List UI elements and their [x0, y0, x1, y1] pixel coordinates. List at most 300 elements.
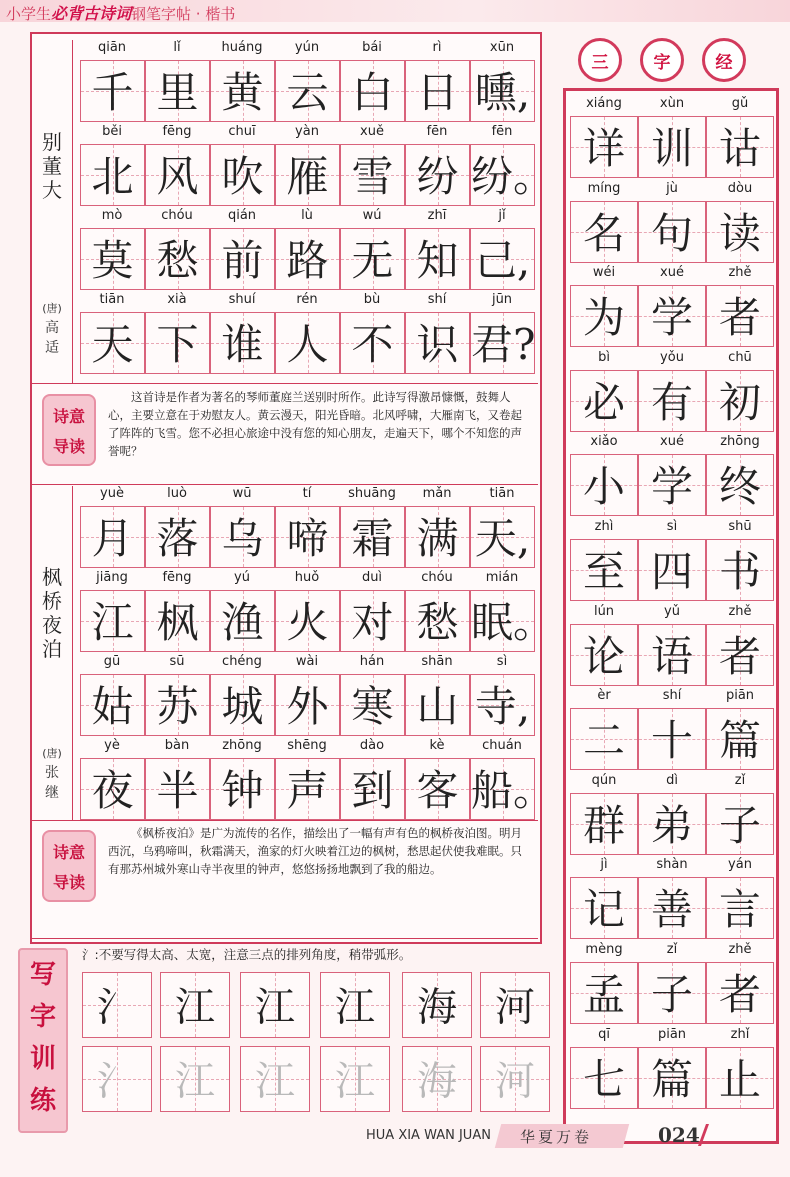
character: 者	[718, 631, 761, 681]
lantern-title	[702, 38, 746, 82]
character: 子	[650, 969, 693, 1019]
pinyin: xué	[660, 434, 684, 450]
char-cell	[210, 674, 275, 736]
pinyin: zhōng	[720, 434, 760, 450]
practice-character: 氵	[97, 984, 137, 1031]
character: 终	[718, 462, 761, 512]
pinyin: yuè	[100, 486, 124, 501]
char-cell	[340, 144, 405, 206]
pinyin: mò	[101, 208, 123, 223]
char-cell	[340, 60, 405, 122]
char-cell	[570, 1047, 638, 1109]
character: 七	[582, 1054, 625, 1104]
pinyin: sì	[496, 654, 508, 669]
char-cell	[570, 962, 638, 1024]
author-char: (唐)	[42, 302, 62, 315]
pinyin: huáng	[221, 40, 263, 55]
pinyin: zhī	[427, 208, 447, 223]
pinyin: xùn	[659, 96, 685, 111]
character: 天,	[474, 513, 531, 563]
pinyin: rén	[296, 292, 318, 307]
trace-character: 江	[255, 1058, 295, 1105]
pinyin: qiān	[97, 40, 127, 55]
char-cell	[405, 506, 470, 568]
character: 己,	[474, 235, 531, 285]
character: 乌	[221, 513, 264, 563]
char-cell	[570, 116, 638, 178]
practice-cell	[160, 972, 230, 1038]
pinyin: shí	[427, 292, 447, 307]
char-cell	[470, 312, 535, 374]
pinyin: shuāng	[348, 486, 396, 501]
character: 火	[286, 597, 329, 647]
pinyin: chóu	[161, 208, 193, 223]
divider	[32, 820, 538, 821]
lantern-char: 经	[715, 53, 733, 73]
reading-guide-badge	[42, 830, 96, 902]
character: 读	[718, 208, 761, 258]
char-cell	[706, 370, 774, 432]
character: 满	[416, 513, 459, 563]
trace-character: 海	[417, 1058, 457, 1105]
character: 北	[91, 151, 134, 201]
char-cell	[405, 312, 470, 374]
pinyin: xià	[167, 292, 187, 307]
pinyin: rì	[432, 40, 442, 55]
character: 子	[718, 800, 761, 850]
pinyin: zhǐ	[730, 1026, 750, 1042]
character: 雪	[351, 151, 394, 201]
character: 霜	[351, 513, 394, 563]
pinyin: qún	[591, 772, 617, 788]
char-cell	[210, 144, 275, 206]
pinyin: piān	[725, 688, 755, 704]
lantern-title	[578, 38, 622, 82]
char-cell	[638, 285, 706, 347]
char-cell	[706, 1047, 774, 1109]
trace-character: 氵	[97, 1058, 137, 1105]
character: 眠。	[471, 597, 556, 647]
divider	[32, 383, 538, 384]
char-cell	[80, 590, 145, 652]
character: 啼	[286, 513, 329, 563]
char-cell	[145, 144, 210, 206]
pinyin: piān	[657, 1026, 687, 1042]
character: 到	[351, 765, 394, 815]
character: 句	[650, 208, 693, 258]
pinyin: běi	[102, 124, 122, 139]
pinyin: tí	[302, 486, 312, 501]
character: 落	[156, 513, 199, 563]
char-cell	[210, 758, 275, 820]
char-cell	[706, 285, 774, 347]
character: 初	[718, 377, 761, 427]
character: 莫	[91, 235, 134, 285]
char-cell	[275, 228, 340, 290]
character: 四	[650, 546, 693, 596]
character: 详	[582, 123, 625, 173]
character: 人	[286, 319, 329, 369]
author-char: 高	[45, 320, 59, 336]
pinyin: jù	[666, 180, 678, 196]
trace-character: 江	[175, 1058, 215, 1105]
poem-title-char: 董	[42, 154, 62, 178]
character: 至	[582, 546, 625, 596]
page-number: 024	[658, 1123, 700, 1147]
pinyin: mèng	[585, 942, 623, 957]
author-char: 张	[45, 765, 59, 781]
practice-label: 写 字 训 练	[18, 948, 68, 1133]
character: 路	[286, 235, 329, 285]
char-cell	[706, 877, 774, 939]
character: 善	[650, 885, 693, 935]
character: 不	[351, 319, 394, 369]
character: 十	[650, 715, 693, 765]
char-cell	[570, 370, 638, 432]
page-footer	[340, 1122, 790, 1152]
character: 名	[582, 208, 625, 258]
character: 曛,	[474, 67, 531, 117]
badge-line: 导读	[52, 873, 85, 892]
character: 寒	[351, 681, 394, 731]
practice-cell	[402, 972, 472, 1038]
char-cell	[405, 60, 470, 122]
pinyin: yàn	[295, 124, 319, 139]
char-cell	[340, 312, 405, 374]
practice-cell	[240, 972, 310, 1038]
pinyin: chū	[728, 349, 752, 365]
char-cell	[340, 506, 405, 568]
character: 谁	[221, 319, 264, 369]
character: 学	[650, 462, 693, 512]
pinyin: wéi	[592, 265, 616, 281]
character: 对	[351, 597, 394, 647]
divider	[72, 40, 73, 383]
pinyin: xūn	[489, 40, 515, 55]
pinyin: huǒ	[294, 570, 320, 585]
lantern-char: 三	[591, 53, 609, 73]
char-cell	[275, 506, 340, 568]
char-cell	[706, 116, 774, 178]
pinyin: yǔ	[664, 603, 680, 619]
character: 船。	[471, 765, 556, 815]
char-cell	[638, 201, 706, 263]
brand-english: HUA XIA WAN JUAN	[366, 1128, 491, 1143]
character: 客	[416, 765, 459, 815]
character: 识	[416, 319, 459, 369]
pinyin: zhě	[728, 942, 752, 957]
pinyin: kè	[429, 738, 445, 753]
character: 山	[416, 681, 459, 731]
pinyin: xiáng	[586, 96, 622, 111]
badge-line: 诗意	[52, 407, 85, 426]
char-cell	[570, 624, 638, 686]
author-char: 继	[45, 785, 59, 801]
char-cell	[706, 454, 774, 516]
char-cell	[275, 312, 340, 374]
char-cell	[570, 285, 638, 347]
poem-note: 《枫桥夜泊》是广为流传的名作，描绘出了一幅有声有色的枫桥夜泊图。明月西沉，乌鸦啼叫，秋霜满天，渔家的灯火映着江边的枫树，愁思起伏使我难眠。只有那苏州城外寒山寺半夜里的钟声，悠悠扬扬地飘到了我的船边。	[108, 826, 522, 876]
character: 诂	[718, 123, 761, 173]
character: 半	[156, 765, 199, 815]
author-char: 适	[45, 340, 59, 356]
pinyin: zǐ	[734, 772, 746, 788]
character: 月	[91, 513, 134, 563]
pinyin: shēng	[287, 738, 327, 753]
pinyin: wú	[362, 208, 382, 223]
char-cell	[638, 708, 706, 770]
char-cell	[340, 674, 405, 736]
pinyin: chuī	[228, 124, 256, 139]
char-cell	[405, 590, 470, 652]
character: 二	[582, 715, 625, 765]
poem-title-char: 夜	[42, 613, 62, 637]
pinyin: zhě	[728, 603, 752, 619]
pinyin: xué	[660, 265, 684, 281]
practice-character: 江	[255, 984, 295, 1031]
pinyin: sū	[169, 654, 185, 669]
char-cell	[570, 539, 638, 601]
char-cell	[145, 60, 210, 122]
practice-cell	[320, 972, 390, 1038]
pinyin: dào	[359, 738, 385, 753]
character: 有	[650, 377, 693, 427]
char-cell	[706, 201, 774, 263]
pinyin: shí	[662, 688, 682, 704]
pinyin: fēn	[491, 124, 513, 139]
char-cell	[470, 228, 535, 290]
char-cell	[570, 454, 638, 516]
char-cell	[706, 962, 774, 1024]
character: 天	[91, 319, 134, 369]
char-cell	[80, 674, 145, 736]
pinyin: dì	[666, 772, 678, 788]
pinyin: zhì	[594, 519, 614, 534]
char-cell	[638, 454, 706, 516]
char-cell	[80, 228, 145, 290]
char-cell	[570, 201, 638, 263]
pinyin: sì	[666, 519, 678, 534]
char-cell	[210, 506, 275, 568]
character: 孟	[582, 969, 625, 1019]
char-cell	[145, 674, 210, 736]
practice-cell	[82, 972, 152, 1038]
pinyin: gǔ	[731, 96, 749, 111]
char-cell	[405, 144, 470, 206]
reading-guide-badge	[42, 394, 96, 466]
character: 记	[582, 885, 625, 935]
practice-character: 江	[335, 984, 375, 1031]
pinyin: míng	[587, 180, 621, 196]
pinyin: hán	[359, 654, 385, 669]
char-cell	[706, 624, 774, 686]
char-cell	[80, 506, 145, 568]
char-cell	[275, 144, 340, 206]
char-cell	[638, 877, 706, 939]
pinyin: shān	[421, 654, 453, 669]
character: 知	[416, 235, 459, 285]
pinyin: jūn	[491, 292, 513, 307]
char-cell	[275, 590, 340, 652]
lantern-char: 字	[653, 53, 671, 73]
practice-trace-cell	[82, 1046, 152, 1112]
poem-title-char: 泊	[42, 637, 62, 661]
pinyin: mián	[485, 570, 519, 585]
character: 愁	[156, 235, 199, 285]
pinyin: xiǎo	[590, 434, 618, 450]
character: 小	[582, 462, 625, 512]
pinyin: lǐ	[173, 40, 181, 55]
practice-trace-cell	[240, 1046, 310, 1112]
pinyin: dòu	[727, 180, 753, 196]
character: 必	[582, 377, 625, 427]
character: 篇	[650, 1054, 693, 1104]
char-cell	[638, 624, 706, 686]
character: 君?	[471, 319, 536, 369]
character: 语	[650, 631, 693, 681]
char-cell	[340, 590, 405, 652]
pinyin: lù	[301, 208, 313, 223]
char-cell	[470, 144, 556, 206]
char-cell	[470, 60, 535, 122]
badge-line: 诗意	[52, 843, 85, 862]
character: 姑	[91, 681, 134, 731]
char-cell	[80, 144, 145, 206]
character: 弟	[650, 800, 693, 850]
pinyin: zǐ	[666, 942, 678, 957]
char-cell	[145, 590, 210, 652]
poem-title-char: 别	[42, 130, 62, 154]
char-cell	[470, 590, 556, 652]
char-cell	[145, 228, 210, 290]
character: 论	[582, 631, 625, 681]
pinyin: shū	[728, 519, 752, 534]
pinyin: chóu	[421, 570, 453, 585]
author-char: (唐)	[42, 747, 62, 760]
char-cell	[470, 758, 556, 820]
page-header	[0, 0, 790, 22]
char-cell	[275, 60, 340, 122]
char-cell	[145, 758, 210, 820]
char-cell	[340, 228, 405, 290]
pinyin: yán	[728, 857, 752, 873]
pinyin: duì	[361, 570, 383, 585]
character: 篇	[718, 715, 761, 765]
practice-trace-cell	[480, 1046, 550, 1112]
poem-note: 这首诗是作者为著名的琴师董庭兰送别时所作。此诗写得激昂慷慨，鼓舞人心，主要立意在于劝慰友人。黄云漫天，阳光昏暗。北风呼啸，大雁南飞，又卷起了阵阵的飞雪。您不必担心旅途中没有您的知心朋友，走遍天下，哪个不知您的声誉呢？	[108, 390, 522, 458]
char-cell	[706, 793, 774, 855]
char-cell	[638, 539, 706, 601]
character: 纷	[416, 151, 459, 201]
pinyin: fēn	[426, 124, 448, 139]
pinyin: yè	[104, 738, 120, 753]
pinyin: chéng	[222, 654, 262, 669]
char-cell	[80, 312, 145, 374]
character: 风	[156, 151, 199, 201]
char-cell	[638, 116, 706, 178]
pinyin: yú	[234, 570, 250, 585]
practice-trace-cell	[320, 1046, 390, 1112]
char-cell	[638, 962, 706, 1024]
trace-character: 江	[335, 1058, 375, 1105]
char-cell	[405, 674, 470, 736]
pinyin: fēng	[162, 570, 192, 585]
practice-tip: 氵:不要写得太高、太宽，注意三点的排列角度，稍带弧形。	[82, 947, 412, 962]
pinyin: shàn	[656, 857, 688, 873]
pinyin: zhōng	[222, 738, 262, 753]
pinyin: mǎn	[422, 486, 452, 501]
pinyin: wū	[232, 486, 252, 501]
char-cell	[340, 758, 405, 820]
divider	[72, 486, 73, 820]
badge-line: 导读	[52, 437, 85, 456]
character: 雁	[286, 151, 329, 201]
pinyin: chuán	[482, 738, 522, 753]
char-cell	[570, 708, 638, 770]
pinyin: yǒu	[660, 349, 684, 365]
practice-character: 河	[495, 984, 535, 1031]
pinyin: jì	[600, 857, 608, 873]
practice-character: 江	[175, 984, 215, 1031]
pinyin: wài	[295, 654, 319, 669]
pinyin: bàn	[164, 738, 190, 753]
char-cell	[638, 793, 706, 855]
char-cell	[570, 877, 638, 939]
char-cell	[210, 590, 275, 652]
trace-character: 河	[495, 1058, 535, 1105]
char-cell	[470, 506, 535, 568]
character: 寺,	[474, 681, 531, 731]
char-cell	[210, 228, 275, 290]
character: 者	[718, 969, 761, 1019]
pinyin: bái	[362, 40, 382, 55]
character: 无	[351, 235, 394, 285]
pinyin: jǐ	[498, 208, 506, 223]
character: 白	[351, 67, 394, 117]
char-cell	[210, 312, 275, 374]
pinyin: gū	[103, 654, 121, 669]
pinyin: fēng	[162, 124, 192, 139]
char-cell	[570, 793, 638, 855]
character: 夜	[91, 765, 134, 815]
character: 黄	[221, 67, 264, 117]
character: 群	[582, 800, 625, 850]
character: 训	[650, 123, 693, 173]
pinyin: shuí	[228, 292, 256, 307]
poem-title-char: 枫	[42, 565, 62, 589]
char-cell	[80, 758, 145, 820]
character: 钟	[221, 765, 264, 815]
char-cell	[275, 674, 340, 736]
character: 者	[718, 292, 761, 342]
char-cell	[145, 506, 210, 568]
character: 愁	[416, 597, 459, 647]
character: 渔	[221, 597, 264, 647]
brand-chinese: 华夏万卷	[520, 1128, 593, 1146]
char-cell	[275, 758, 340, 820]
character: 日	[416, 67, 459, 117]
char-cell	[706, 539, 774, 601]
lantern-title	[640, 38, 684, 82]
pinyin: lún	[593, 603, 615, 619]
character: 江	[91, 597, 134, 647]
character: 外	[286, 681, 329, 731]
pinyin: bì	[598, 349, 610, 365]
char-cell	[638, 370, 706, 432]
char-cell	[405, 228, 470, 290]
character: 吹	[221, 151, 264, 201]
character: 纷。	[471, 151, 556, 201]
